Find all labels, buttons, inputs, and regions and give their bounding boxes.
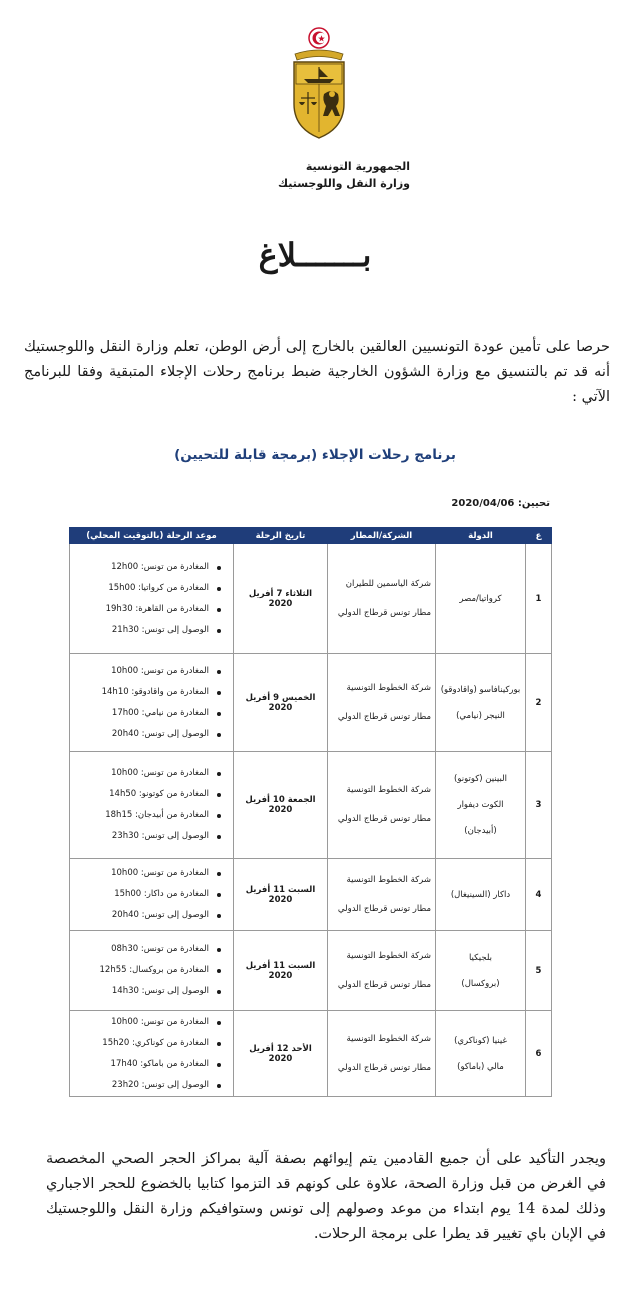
company-cell bbox=[328, 1011, 436, 1097]
country-name: (بروكسال) bbox=[461, 978, 500, 989]
list-item: المغادرة من كوناكري: 15h20 bbox=[78, 1033, 221, 1054]
ministry-name: وزارة النقل واللوجستيك bbox=[277, 177, 410, 190]
table-row bbox=[70, 654, 552, 752]
airline-name: شركة الياسمين للطيران bbox=[345, 578, 431, 589]
table-row bbox=[70, 752, 552, 859]
row-number: 4 bbox=[526, 859, 552, 931]
country-cell bbox=[436, 654, 526, 752]
table-row bbox=[70, 931, 552, 1011]
list-item: الوصول إلى تونس: 23h20 bbox=[78, 1075, 221, 1096]
company-cell bbox=[328, 931, 436, 1011]
flight-date: السبت 11 أفريل 2020 bbox=[234, 859, 328, 931]
list-item: المغادرة من واقادوقو: 14h10 bbox=[78, 682, 221, 703]
header-date: تاريخ الرحلة bbox=[234, 528, 328, 544]
times-list bbox=[78, 1012, 221, 1096]
list-item: الوصول إلى تونس: 23h30 bbox=[78, 826, 221, 847]
airline-name: شركة الخطوط التونسية bbox=[346, 1033, 431, 1044]
list-item: المغادرة من القاهرة: 19h30 bbox=[78, 599, 221, 620]
list-item: الوصول إلى تونس: 20h40 bbox=[78, 905, 221, 926]
country-name: النيجر (نيامي) bbox=[456, 710, 505, 721]
country-name: مالي (باماكو) bbox=[457, 1061, 504, 1072]
airport-name: مطار تونس قرطاج الدولي bbox=[337, 607, 431, 618]
list-item: المغادرة من كرواتيا: 15h00 bbox=[78, 578, 221, 599]
row-number: 2 bbox=[526, 654, 552, 752]
airport-name: مطار تونس قرطاج الدولي bbox=[337, 1062, 431, 1073]
table-row bbox=[70, 544, 552, 654]
flight-date: الثلاثاء 7 أفريل 2020 bbox=[234, 544, 328, 654]
airport-name: مطار تونس قرطاج الدولي bbox=[337, 979, 431, 990]
times-cell bbox=[70, 1011, 234, 1097]
country-name: الكوت ديفوار (أبيدجان) bbox=[457, 800, 504, 836]
list-item: المغادرة من تونس: 12h00 bbox=[78, 557, 221, 578]
list-item: الوصول إلى تونس: 20h40 bbox=[78, 724, 221, 745]
table-header-row bbox=[70, 528, 552, 544]
airline-name: شركة الخطوط التونسية bbox=[346, 874, 431, 885]
list-item: المغادرة من تونس: 10h00 bbox=[78, 1012, 221, 1033]
list-item: المغادرة من بروكسال: 12h55 bbox=[78, 960, 221, 981]
flights-table bbox=[69, 527, 552, 1097]
airline-name: شركة الخطوط التونسية bbox=[346, 785, 431, 795]
closing-paragraph: ويجدر التأكيد على أن جميع القادمين يتم إيوائهم بصفة آلية بمراكز الحجر الصحي المخصصة في الغرض من قبل وزارة الصحة، علاوة على كونهم قد التزموا كتابيا بالخضوع للحجر الاجباري وذلك لمدة 14 يوم ابتداء من موعد وصولهم إلى تونس وستوافيكم وزارة النقل واللوجستيك في الإبان باي تغيير قد يطرا على برمجة الرحلات. bbox=[46, 1150, 606, 1242]
times-cell bbox=[70, 859, 234, 931]
flight-date: الجمعة 10 أفريل 2020 bbox=[234, 752, 328, 859]
list-item: المغادرة من داكار: 15h00 bbox=[78, 884, 221, 905]
company-cell bbox=[328, 654, 436, 752]
times-list bbox=[78, 863, 221, 926]
header-country: الدولة bbox=[436, 528, 526, 544]
country-name: كرواتيا/مصر bbox=[459, 593, 502, 604]
republic-name: الجمهورية التونسية bbox=[305, 160, 410, 173]
times-cell bbox=[70, 654, 234, 752]
times-cell bbox=[70, 752, 234, 859]
times-cell bbox=[70, 931, 234, 1011]
list-item: الوصول إلى تونس: 21h30 bbox=[78, 620, 221, 641]
row-number: 3 bbox=[526, 752, 552, 859]
flight-date: الخميس 9 أفريل 2020 bbox=[234, 654, 328, 752]
times-list bbox=[78, 763, 221, 847]
country-name: البينين (كوتونو) bbox=[454, 774, 507, 784]
times-list bbox=[78, 661, 221, 745]
country-name: داكار (السينيغال) bbox=[450, 889, 511, 900]
list-item: الوصول إلى تونس: 14h30 bbox=[78, 981, 221, 1002]
company-cell bbox=[328, 752, 436, 859]
times-list bbox=[78, 939, 221, 1002]
flight-date: الأحد 12 أفريل 2020 bbox=[234, 1011, 328, 1097]
header-times: موعد الرحلة (بالتوقيت المحلي) bbox=[70, 528, 234, 544]
country-cell bbox=[436, 859, 526, 931]
airport-name: مطار تونس قرطاج الدولي bbox=[337, 814, 431, 824]
country-cell bbox=[436, 931, 526, 1011]
times-list bbox=[78, 557, 221, 641]
company-cell bbox=[328, 859, 436, 931]
list-item: المغادرة من باماكو: 17h40 bbox=[78, 1054, 221, 1075]
country-cell bbox=[436, 544, 526, 654]
intro-paragraph: حرصا على تأمين عودة التونسيين العالقين بالخارج إلى أرض الوطن، تعلم وزارة النقل واللوجستيك أنه قد تم بالتنسيق مع وزارة الشؤون الخارجية ضبط برنامج رحلات الإجلاء المتبقية وفقا للبرنامج الآتي : bbox=[24, 338, 610, 405]
country-name: بوركينافاسو (واقادوقو) bbox=[440, 684, 521, 695]
row-number: 5 bbox=[526, 931, 552, 1011]
program-title: برنامج رحلات الإجلاء (برمجة قابلة للتحيين) bbox=[174, 447, 456, 463]
row-number: 1 bbox=[526, 544, 552, 654]
company-cell bbox=[328, 544, 436, 654]
airline-name: شركة الخطوط التونسية bbox=[346, 682, 431, 693]
header-num: ع bbox=[526, 528, 552, 544]
list-item: المغادرة من كوتونو: 14h50 bbox=[78, 784, 221, 805]
table-body bbox=[70, 544, 552, 1097]
table-row bbox=[70, 1011, 552, 1097]
country-name: غينيا (كوناكري) bbox=[454, 1035, 507, 1046]
airport-name: مطار تونس قرطاج الدولي bbox=[337, 711, 431, 722]
list-item: المغادرة من تونس: 10h00 bbox=[78, 863, 221, 884]
airline-name: شركة الخطوط التونسية bbox=[346, 950, 431, 961]
table-row bbox=[70, 859, 552, 931]
airport-name: مطار تونس قرطاج الدولي bbox=[337, 903, 431, 914]
country-name: بلجيكيا bbox=[468, 952, 493, 963]
list-item: المغادرة من تونس: 08h30 bbox=[78, 939, 221, 960]
list-item: المغادرة من تونس: 10h00 bbox=[78, 661, 221, 682]
list-item: المغادرة من نيامي: 17h00 bbox=[78, 703, 221, 724]
flights-table-wrapper bbox=[69, 527, 551, 1097]
issuer-block bbox=[210, 158, 410, 192]
list-item: المغادرة من تونس: 10h00 bbox=[78, 763, 221, 784]
notice-title: بـــــــلاغ bbox=[258, 236, 372, 274]
row-number: 6 bbox=[526, 1011, 552, 1097]
times-cell bbox=[70, 544, 234, 654]
coat-of-arms-icon bbox=[286, 24, 352, 142]
header-company: الشركة/المطار bbox=[328, 528, 436, 544]
flight-date: السبت 11 أفريل 2020 bbox=[234, 931, 328, 1011]
update-date: تحيين: 2020/04/06 bbox=[451, 498, 550, 509]
list-item: المغادرة من أبيدجان: 18h15 bbox=[78, 805, 221, 826]
country-cell bbox=[436, 1011, 526, 1097]
country-cell bbox=[436, 752, 526, 859]
